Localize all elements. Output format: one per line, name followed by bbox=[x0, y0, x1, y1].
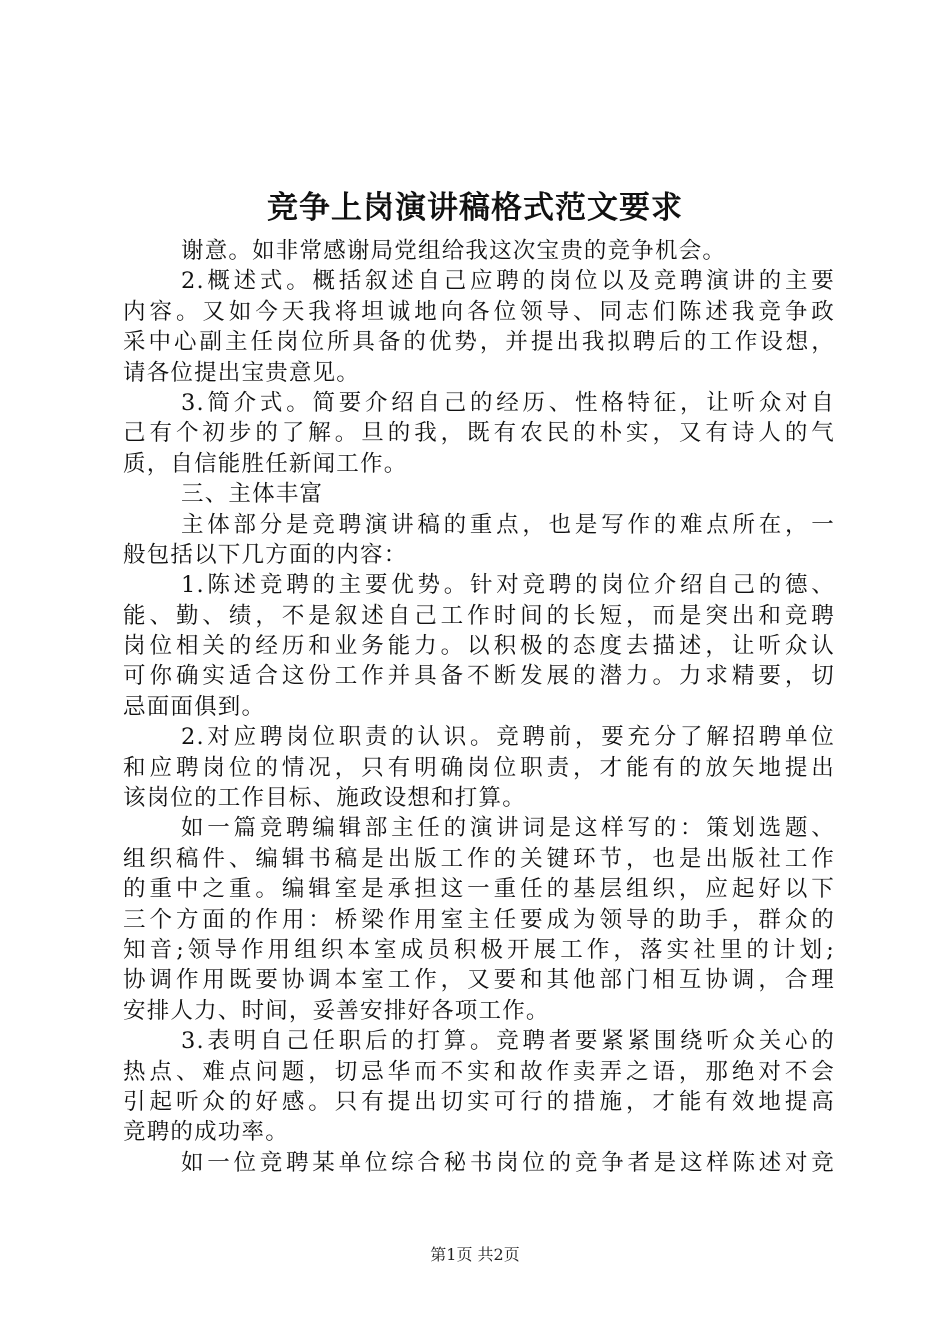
page-footer: 第1页 共2页 bbox=[430, 1245, 520, 1264]
text-line: 采中心副主任岗位所具备的优势，并提出我拟聘后的工作设想， bbox=[123, 329, 835, 356]
text-line: 能、勤、绩，不是叙述自己工作时间的长短，而是突出和竞聘 bbox=[123, 602, 835, 629]
text-line: 己有个初步的了解。旦的我，既有农民的朴实，又有诗人的气 bbox=[123, 420, 835, 447]
text-line: 1.陈述竞聘的主要优势。针对竞聘的岗位介绍自己的德、 bbox=[181, 572, 835, 599]
text-line: 可你确实适合这份工作并具备不断发展的潜力。力求精要，切 bbox=[123, 663, 835, 690]
text-line: 主体部分是竞聘演讲稿的重点，也是写作的难点所在，一 bbox=[181, 511, 835, 538]
text-line: 组织稿件、编辑书稿是出版工作的关键环节，也是出版社工作 bbox=[123, 845, 835, 872]
text-line: 般包括以下几方面的内容： bbox=[123, 541, 408, 568]
text-line: 内容。又如今天我将坦诚地向各位领导、同志们陈述我竞争政 bbox=[123, 298, 835, 325]
document-body bbox=[123, 236, 835, 1178]
text-line: 质，自信能胜任新闻工作。 bbox=[123, 450, 408, 477]
text-line: 的重中之重。编辑室是承担这一重任的基层组织，应起好以下 bbox=[123, 876, 835, 903]
text-line: 3.表明自己任职后的打算。竞聘者要紧紧围绕听众关心的 bbox=[181, 1028, 835, 1055]
text-line: 引起听众的好感。只有提出切实可行的措施，才能有效地提高 bbox=[123, 1088, 835, 1115]
text-line: 忌面面俱到。 bbox=[123, 693, 266, 720]
text-line: 安排人力、时间，妥善安排好各项工作。 bbox=[123, 997, 550, 1024]
text-line: 岗位相关的经历和业务能力。以积极的态度去描述，让听众认 bbox=[123, 633, 835, 660]
text-line: 竞聘的成功率。 bbox=[123, 1119, 289, 1146]
text-line: 协调作用既要协调本室工作，又要和其他部门相互协调，合理 bbox=[123, 967, 835, 994]
text-line: 三个方面的作用：桥梁作用室主任要成为领导的助手，群众的 bbox=[123, 906, 835, 933]
section-heading: 三、主体丰富 bbox=[181, 481, 324, 508]
text-line: 知音;领导作用组织本室成员积极开展工作，落实社里的计划; bbox=[123, 936, 835, 963]
document-title: 竞争上岗演讲稿格式范文要求 bbox=[267, 190, 683, 226]
text-line: 和应聘岗位的情况，只有明确岗位职责，才能有的放矢地提出 bbox=[123, 754, 835, 781]
text-line: 如一位竞聘某单位综合秘书岗位的竞争者是这样陈述对竞 bbox=[181, 1149, 835, 1176]
text-line: 请各位提出宝贵意见。 bbox=[123, 359, 361, 386]
text-line: 2.对应聘岗位职责的认识。竞聘前，要充分了解招聘单位 bbox=[181, 724, 835, 751]
text-line: 热点、难点问题，切忌华而不实和故作卖弄之语，那绝对不会 bbox=[123, 1058, 835, 1085]
text-line: 如一篇竞聘编辑部主任的演讲词是这样写的：策划选题、 bbox=[181, 815, 835, 842]
text-line: 3.简介式。简要介绍自己的经历、性格特征，让听众对自 bbox=[181, 389, 835, 416]
text-line: 该岗位的工作目标、施政设想和打算。 bbox=[123, 785, 526, 812]
text-line: 2.概述式。概括叙述自己应聘的岗位以及竞聘演讲的主要 bbox=[181, 268, 835, 295]
text-line: 谢意。如非常感谢局党组给我这次宝贵的竞争机会。 bbox=[181, 238, 727, 264]
